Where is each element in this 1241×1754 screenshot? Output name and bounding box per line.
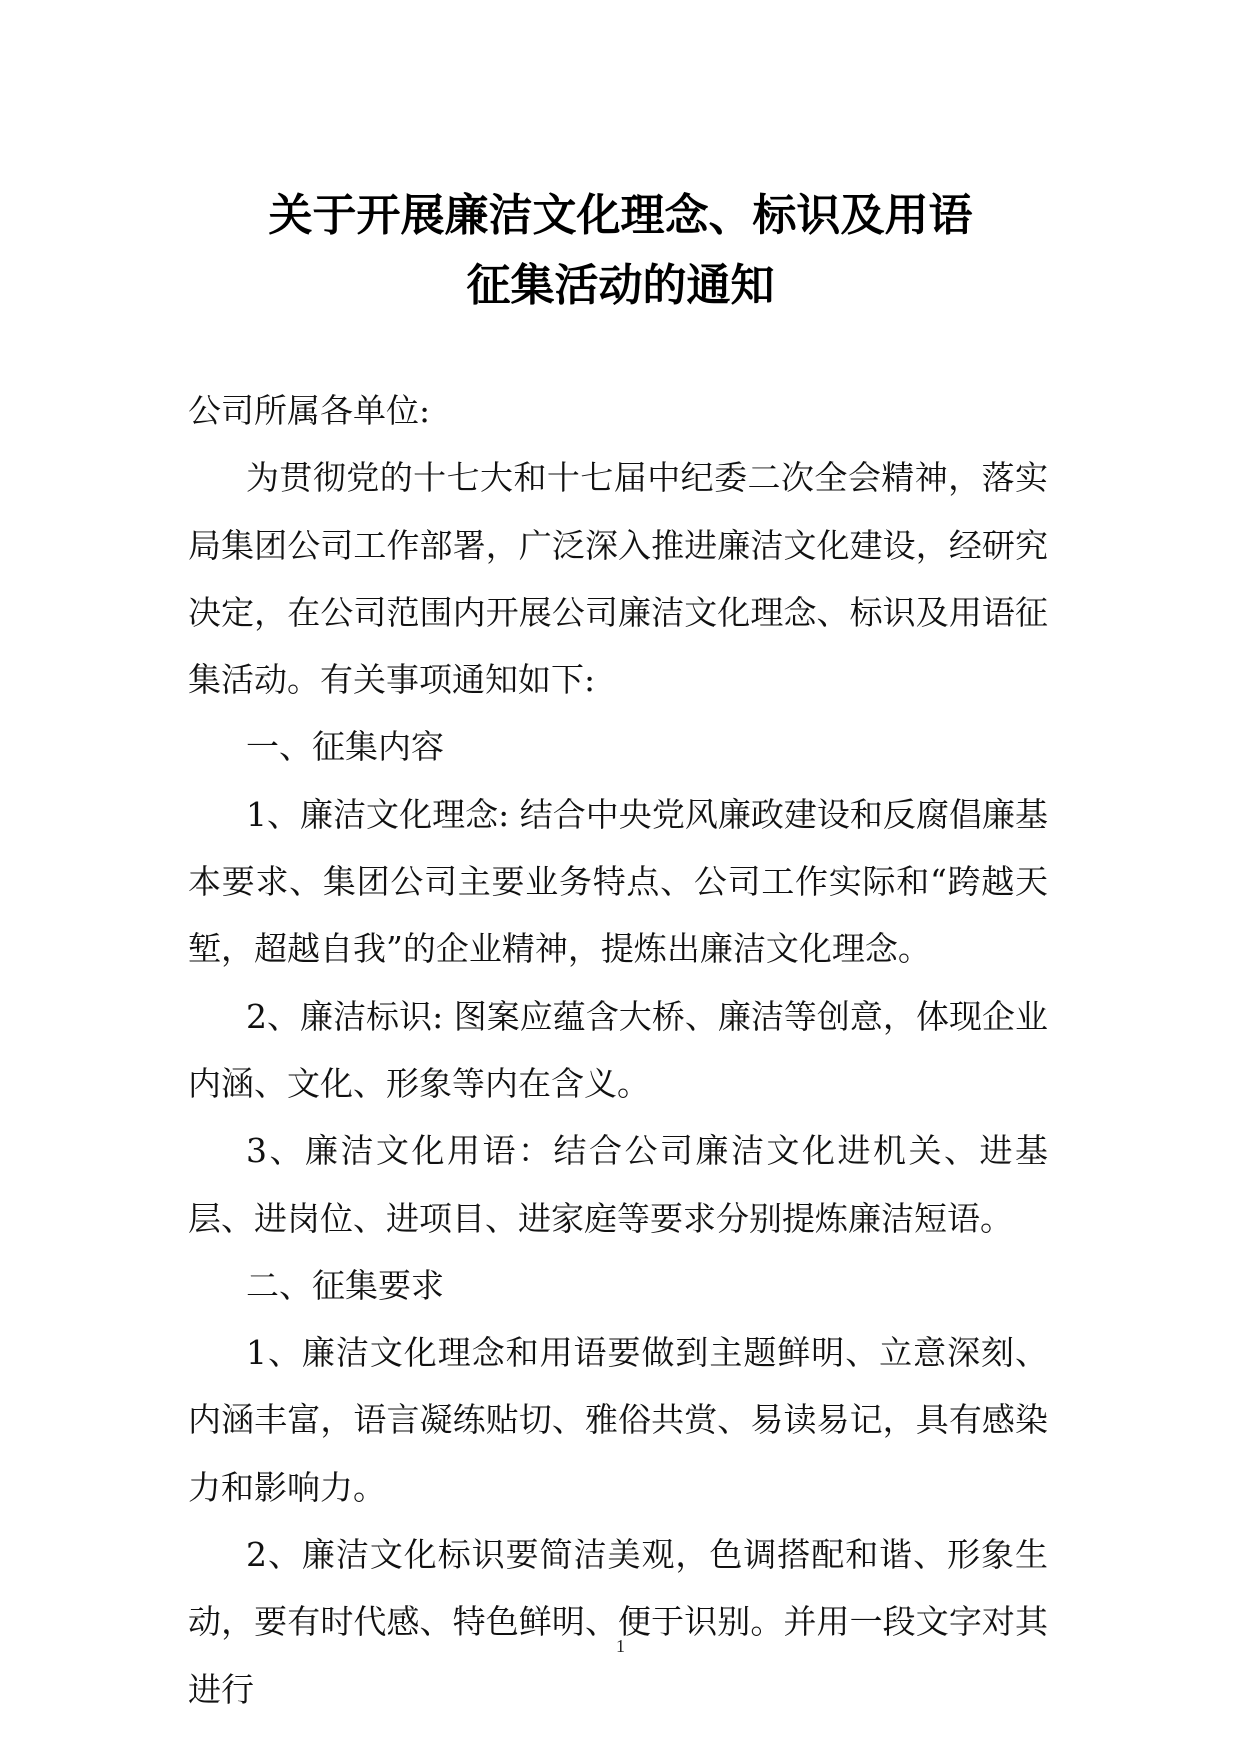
section-heading-content: 一、征集内容: [246, 727, 444, 767]
paragraph-item: 2、廉洁文化标识要简洁美观，色调搭配和谐、形象生动，要有时代感、特色鲜明、便于识别。并用一段文字对其进行: [188, 1535, 1048, 1709]
section-heading-requirements: 二、征集要求: [246, 1265, 444, 1305]
document-title-line-2: 征集活动的通知: [466, 260, 775, 311]
paragraph-item: 1、廉洁文化理念和用语要做到主题鲜明、立意深刻、内涵丰富，语言凝练贴切、雅俗共赏、易读易记，具有感染力和影响力。: [188, 1333, 1048, 1507]
paragraph-item: 1、廉洁文化理念: 结合中央党风廉政建设和反腐倡廉基本要求、集团公司主要业务特点、公司工作实际和“跨越天堑，超越自我”的企业精神，提炼出廉洁文化理念。: [188, 794, 1048, 969]
document-title-line-1: 关于开展廉洁文化理念、标识及用语: [268, 190, 973, 241]
page-number: 1: [616, 1636, 625, 1656]
paragraph-item: 3、廉洁文化用语：结合公司廉洁文化进机关、进基层、进岗位、进项目、进家庭等要求分别提炼廉洁短语。: [188, 1131, 1048, 1238]
paragraph-item: 2、廉洁标识: 图案应蕴含大桥、廉洁等创意，体现企业内涵、文化、形象等内在含义。: [188, 996, 1048, 1103]
paragraph-intro: 为贯彻党的十七大和十七届中纪委二次全会精神，落实局集团公司工作部署，广泛深入推进廉洁文化建设，经研究决定，在公司范围内开展公司廉洁文化理念、标识及用语征集活动。有关事项通知如下:: [188, 458, 1048, 700]
salutation: 公司所属各单位:: [188, 391, 431, 430]
document-body: [188, 377, 1048, 1723]
